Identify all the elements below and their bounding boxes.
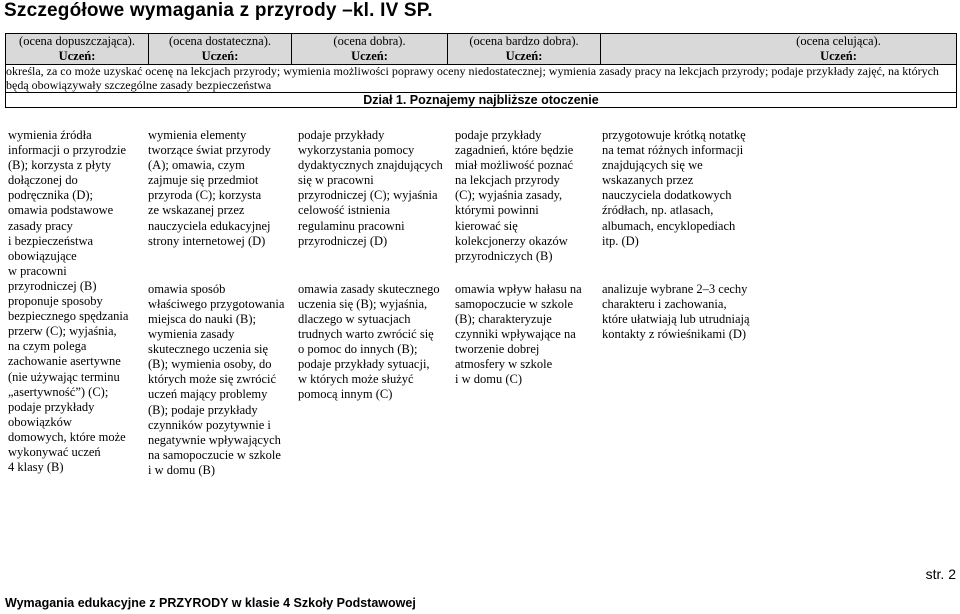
requirement-line: przyrodniczej (C); wyjaśnia xyxy=(298,188,438,203)
requirement-line: i w domu (B) xyxy=(148,462,216,477)
requirement-block xyxy=(298,282,450,403)
column-grade-5 xyxy=(602,128,772,342)
requirement-line: trudnych warto zwrócić się xyxy=(298,327,434,342)
requirement-line: miał możliwość poznać xyxy=(455,158,574,173)
requirement-block xyxy=(298,128,450,249)
requirement-line: czynników pozytywnie i xyxy=(148,417,271,432)
requirement-line: i w domu (C) xyxy=(455,372,523,387)
section-row xyxy=(6,93,957,108)
requirement-line: itp. (D) xyxy=(602,233,639,248)
column-grade-4 xyxy=(455,128,605,388)
requirement-line: przyroda (C); korzysta xyxy=(148,188,262,203)
requirement-line: (B); charakteryzuje xyxy=(455,312,552,327)
requirement-line: czynniki wpływające na xyxy=(455,327,576,342)
requirement-line: uczeń mający problemy xyxy=(148,387,268,402)
grade-name: (ocena dostateczna). xyxy=(168,34,272,48)
grade-student-label: Uczeń: xyxy=(820,49,857,63)
column-grade-3 xyxy=(298,128,450,403)
footer: Wymagania edukacyjne z PRZYRODY w klasie 4 Szkoły Podstawowej xyxy=(5,596,416,610)
grade-name: (ocena bardzo dobra). xyxy=(469,34,579,48)
grade-header-3 xyxy=(292,34,448,65)
requirement-line: uczenia się (B); wyjaśnia, xyxy=(298,296,428,311)
requirement-block xyxy=(455,282,605,388)
requirement-line: proponuje sposoby xyxy=(8,294,103,309)
requirement-line: właściwego przygotowania xyxy=(148,296,285,311)
requirement-line: się w pracowni xyxy=(298,173,374,188)
requirement-line: kontakty z rówieśnikami (D) xyxy=(602,327,747,342)
requirement-line: dołączonej do xyxy=(8,173,78,188)
requirement-line: obowiązujące xyxy=(8,248,77,263)
requirements-columns xyxy=(6,128,956,568)
requirement-line: wykonywać uczeń xyxy=(8,444,101,459)
intro-text: określa, za co może uzyskać ocenę na lekcjach przyrody; wymienia możliwości poprawy oceny niedostatecznej; wymienia zasady pracy na lekcjach przyrody; podaje przykłady zajęć, na których będą obowiązywały szczególne zasady bezpieczeństwa xyxy=(6,65,957,93)
requirement-line: przyrodniczej (D) xyxy=(298,233,388,248)
requirement-line: przerw (C); wyjaśnia, xyxy=(8,324,117,339)
requirements-table xyxy=(5,33,957,108)
requirement-line: (A); omawia, czym xyxy=(148,158,245,173)
requirement-line: omawia wpływ hałasu na xyxy=(455,281,582,296)
requirement-line: wskazanych przez xyxy=(602,173,694,188)
requirement-line: i bezpieczeństwa xyxy=(8,233,94,248)
grade-header-5 xyxy=(601,34,957,65)
requirement-line: które ułatwiają lub utrudniają xyxy=(602,311,750,326)
requirement-line: negatywnie wpływających xyxy=(148,432,281,447)
requirement-line: informacji o przyrodzie xyxy=(8,143,127,158)
grade-student-label: Uczeń: xyxy=(201,49,239,63)
requirement-line: bezpiecznego spędzania xyxy=(8,309,129,324)
requirement-line: na czym polega xyxy=(8,339,87,354)
grade-student-label: Uczeń: xyxy=(351,49,388,63)
requirement-line: wymienia źródła xyxy=(8,128,92,142)
requirement-line: którymi powinni xyxy=(455,203,539,218)
requirement-line: których może się zwrócić xyxy=(148,372,277,387)
requirement-line: (C); wyjaśnia zasady, xyxy=(455,188,563,203)
grade-header-1 xyxy=(6,34,149,65)
requirement-block xyxy=(602,128,772,249)
grade-name: (ocena dopuszczająca). xyxy=(19,34,135,48)
grade-header-2 xyxy=(149,34,292,65)
requirement-line: podaje przykłady xyxy=(8,399,95,414)
requirement-line: kolekcjonerzy okazów xyxy=(455,233,568,248)
requirement-line: w których może służyć xyxy=(298,372,414,387)
requirement-line: na temat różnych informacji xyxy=(602,143,744,158)
requirement-line: dydaktycznych znajdujących xyxy=(298,158,443,173)
requirement-line: (B); wymienia osoby, do xyxy=(148,357,272,372)
requirement-line: nauczyciela edukacyjnej xyxy=(148,218,271,233)
intro-row xyxy=(6,65,957,93)
page-title: Szczegółowe wymagania z przyrody –kl. IV SP. xyxy=(4,0,433,21)
requirement-block xyxy=(148,128,298,249)
requirement-line: celowość istnienia xyxy=(298,203,390,218)
grade-student-label: Uczeń: xyxy=(505,49,543,63)
requirement-line: atmosfery w szkole xyxy=(455,357,553,372)
requirement-line: podaje przykłady sytuacji, xyxy=(298,357,430,372)
requirement-line: analizuje wybrane 2–3 cechy xyxy=(602,281,748,296)
requirement-line: przyrodniczej (B) xyxy=(8,278,97,293)
requirement-line: (nie używając terminu xyxy=(8,369,120,384)
requirement-line: dlaczego w sytuacjach xyxy=(298,311,411,326)
requirement-line: omawia sposób xyxy=(148,281,226,296)
requirement-line: podaje przykłady xyxy=(455,128,542,142)
requirement-line: domowych, które może xyxy=(8,429,126,444)
page-number: str. 2 xyxy=(925,566,956,582)
requirement-line: 4 klasy (B) xyxy=(8,460,64,475)
grade-name: (ocena dobra). xyxy=(333,34,406,48)
column-grade-2 xyxy=(148,128,298,478)
requirement-line: przyrodniczych (B) xyxy=(455,248,553,263)
requirement-line: na lekcjach przyrody xyxy=(455,173,560,188)
requirement-line: omawia podstawowe xyxy=(8,203,114,218)
requirement-line: pomocą innym (C) xyxy=(298,387,393,402)
requirement-line: (B); podaje przykłady xyxy=(148,402,258,417)
requirement-line: zajmuje się przedmiot xyxy=(148,173,259,188)
requirement-block xyxy=(602,282,772,342)
requirement-line: strony internetowej (D) xyxy=(148,233,266,248)
requirement-line: na samopoczucie w szkole xyxy=(148,447,281,462)
requirement-line: „asertywność”) (C); xyxy=(8,384,109,399)
requirement-block xyxy=(8,128,146,294)
grade-header-row xyxy=(6,34,957,65)
grade-name: (ocena celująca). xyxy=(796,34,881,48)
requirement-line: zasady pracy xyxy=(8,218,73,233)
section-title: Dział 1. Poznajemy najbliższe otoczenie xyxy=(6,93,957,108)
requirement-line: kierować się xyxy=(455,218,518,233)
requirement-line: nauczyciela dodatkowych xyxy=(602,188,732,203)
requirement-line: w pracowni xyxy=(8,263,67,278)
requirement-block xyxy=(455,128,605,264)
requirement-line: wymienia elementy xyxy=(148,128,247,142)
requirement-line: znajdujących się we xyxy=(602,158,703,173)
requirement-line: tworzenie dobrej xyxy=(455,342,540,357)
requirement-line: skutecznego uczenia się xyxy=(148,342,269,357)
grade-header-4 xyxy=(448,34,601,65)
requirement-line: przygotowuje krótką notatkę xyxy=(602,128,746,142)
requirement-line: zachowanie asertywne xyxy=(8,354,121,369)
grade-student-label: Uczeń: xyxy=(58,49,96,63)
requirement-line: wymienia zasady xyxy=(148,327,235,342)
requirement-line: obowiązków xyxy=(8,414,72,429)
requirement-line: o pomoc do innych (B); xyxy=(298,342,418,357)
requirement-line: ze wskazanej przez xyxy=(148,203,245,218)
requirement-line: miejsca do nauki (B); xyxy=(148,311,256,326)
column-grade-1 xyxy=(8,128,146,475)
requirement-line: omawia zasady skutecznego xyxy=(298,281,440,296)
requirement-block xyxy=(148,282,298,478)
requirement-line: wykorzystania pomocy xyxy=(298,143,415,158)
requirement-line: tworzące świat przyrody xyxy=(148,143,271,158)
requirement-line: (B); korzysta z płyty xyxy=(8,158,112,173)
requirement-line: podręcznika (D); xyxy=(8,188,94,203)
requirement-line: albumach, encyklopediach xyxy=(602,218,736,233)
requirement-line: źródłach, np. atlasach, xyxy=(602,203,714,218)
requirement-line: podaje przykłady xyxy=(298,128,385,142)
requirement-block xyxy=(8,294,146,475)
requirement-line: regulaminu pracowni xyxy=(298,218,405,233)
requirement-line: charakteru i zachowania, xyxy=(602,296,727,311)
requirement-line: zagadnień, które będzie xyxy=(455,143,574,158)
requirement-line: samopoczucie w szkole xyxy=(455,296,574,311)
